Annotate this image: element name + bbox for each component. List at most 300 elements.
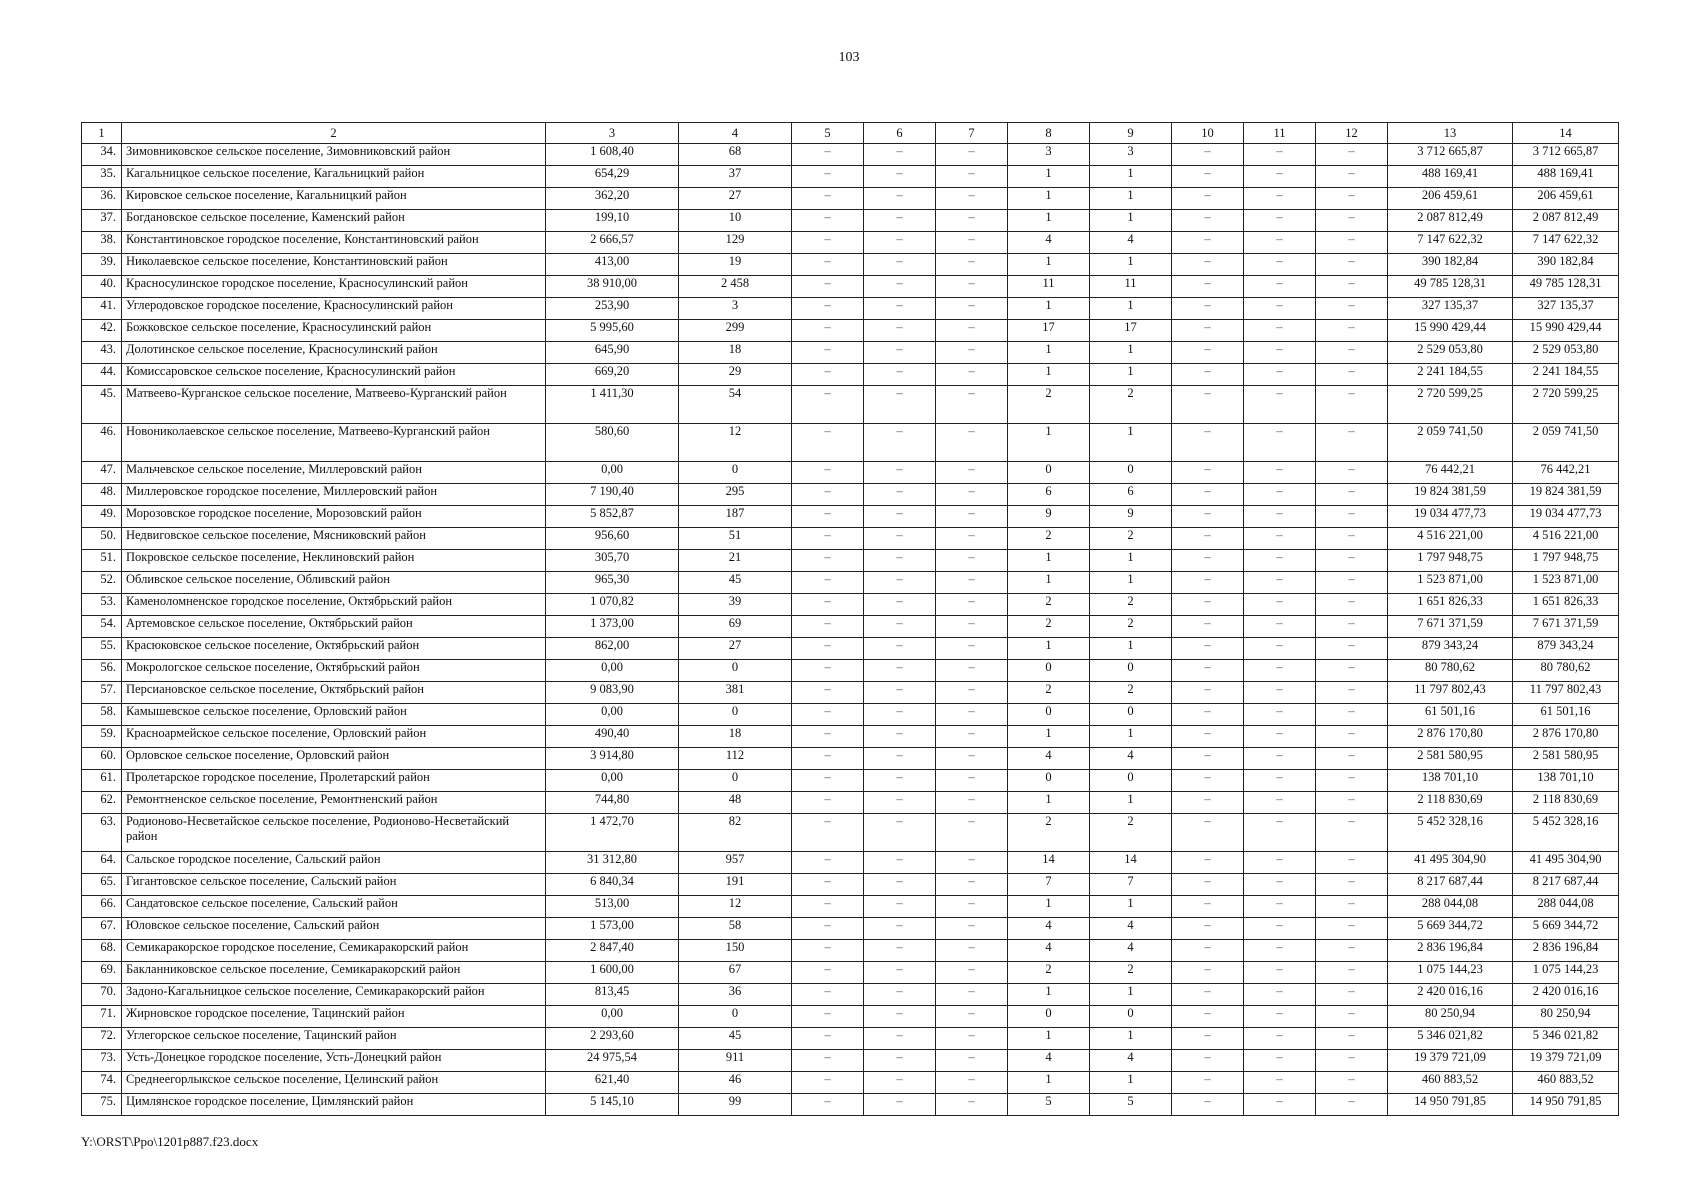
cell-col-5: – — [792, 704, 864, 726]
cell-col-3: 1 070,82 — [546, 594, 679, 616]
cell-col-8: 1 — [1008, 572, 1090, 594]
cell-col-13: 76 442,21 — [1388, 462, 1513, 484]
settlement-name: Мокрологское сельское поселение, Октябрьский район — [122, 660, 546, 682]
cell-col-12: – — [1316, 726, 1388, 748]
cell-col-12: – — [1316, 506, 1388, 528]
cell-col-10: – — [1172, 984, 1244, 1006]
cell-col-12: – — [1316, 1028, 1388, 1050]
cell-col-12: – — [1316, 462, 1388, 484]
cell-col-3: 5 995,60 — [546, 320, 679, 342]
cell-col-6: – — [864, 276, 936, 298]
row-number: 68. — [82, 940, 122, 962]
cell-col-8: 1 — [1008, 550, 1090, 572]
cell-col-10: – — [1172, 320, 1244, 342]
cell-col-9: 1 — [1090, 1028, 1172, 1050]
row-number: 70. — [82, 984, 122, 1006]
table-row — [82, 726, 1619, 748]
cell-col-4: 54 — [679, 386, 792, 424]
settlement-name: Юловское сельское поселение, Сальский район — [122, 918, 546, 940]
cell-col-5: – — [792, 1006, 864, 1028]
cell-col-8: 1 — [1008, 896, 1090, 918]
cell-col-3: 199,10 — [546, 210, 679, 232]
table-row — [82, 594, 1619, 616]
cell-col-11: – — [1244, 1006, 1316, 1028]
cell-col-13: 4 516 221,00 — [1388, 528, 1513, 550]
cell-col-13: 138 701,10 — [1388, 770, 1513, 792]
cell-col-14: 2 720 599,25 — [1513, 386, 1619, 424]
cell-col-9: 2 — [1090, 616, 1172, 638]
cell-col-6: – — [864, 572, 936, 594]
cell-col-8: 7 — [1008, 874, 1090, 896]
cell-col-3: 2 293,60 — [546, 1028, 679, 1050]
cell-col-13: 2 059 741,50 — [1388, 424, 1513, 462]
cell-col-11: – — [1244, 726, 1316, 748]
cell-col-11: – — [1244, 874, 1316, 896]
row-number: 67. — [82, 918, 122, 940]
cell-col-8: 0 — [1008, 1006, 1090, 1028]
cell-col-4: 37 — [679, 166, 792, 188]
cell-col-5: – — [792, 962, 864, 984]
table-row — [82, 484, 1619, 506]
row-number: 59. — [82, 726, 122, 748]
cell-col-13: 14 950 791,85 — [1388, 1094, 1513, 1116]
cell-col-3: 1 472,70 — [546, 814, 679, 852]
cell-col-3: 38 910,00 — [546, 276, 679, 298]
cell-col-12: – — [1316, 896, 1388, 918]
cell-col-3: 621,40 — [546, 1072, 679, 1094]
cell-col-7: – — [936, 896, 1008, 918]
cell-col-7: – — [936, 770, 1008, 792]
cell-col-11: – — [1244, 1028, 1316, 1050]
table-row — [82, 320, 1619, 342]
cell-col-10: – — [1172, 852, 1244, 874]
cell-col-10: – — [1172, 364, 1244, 386]
cell-col-6: – — [864, 638, 936, 660]
cell-col-11: – — [1244, 682, 1316, 704]
cell-col-3: 413,00 — [546, 254, 679, 276]
cell-col-8: 17 — [1008, 320, 1090, 342]
cell-col-12: – — [1316, 484, 1388, 506]
cell-col-8: 1 — [1008, 298, 1090, 320]
cell-col-9: 1 — [1090, 572, 1172, 594]
cell-col-5: – — [792, 638, 864, 660]
cell-col-7: – — [936, 704, 1008, 726]
cell-col-4: 187 — [679, 506, 792, 528]
cell-col-7: – — [936, 792, 1008, 814]
cell-col-6: – — [864, 254, 936, 276]
row-number: 72. — [82, 1028, 122, 1050]
row-number: 48. — [82, 484, 122, 506]
cell-col-9: 9 — [1090, 506, 1172, 528]
cell-col-14: 4 516 221,00 — [1513, 528, 1619, 550]
cell-col-4: 48 — [679, 792, 792, 814]
cell-col-3: 253,90 — [546, 298, 679, 320]
cell-col-13: 7 671 371,59 — [1388, 616, 1513, 638]
cell-col-10: – — [1172, 232, 1244, 254]
cell-col-3: 0,00 — [546, 660, 679, 682]
cell-col-11: – — [1244, 462, 1316, 484]
settlement-name: Бакланниковское сельское поселение, Семикаракорский район — [122, 962, 546, 984]
cell-col-7: – — [936, 1072, 1008, 1094]
table-row — [82, 918, 1619, 940]
cell-col-4: 27 — [679, 638, 792, 660]
cell-col-6: – — [864, 660, 936, 682]
cell-col-6: – — [864, 748, 936, 770]
data-table — [81, 122, 1619, 1116]
cell-col-3: 669,20 — [546, 364, 679, 386]
cell-col-4: 68 — [679, 144, 792, 166]
cell-col-9: 5 — [1090, 1094, 1172, 1116]
cell-col-13: 49 785 128,31 — [1388, 276, 1513, 298]
settlement-name: Жирновское городское поселение, Тацинский район — [122, 1006, 546, 1028]
data-table-container — [81, 122, 1618, 1116]
row-number: 49. — [82, 506, 122, 528]
cell-col-14: 2 118 830,69 — [1513, 792, 1619, 814]
cell-col-3: 0,00 — [546, 770, 679, 792]
cell-col-10: – — [1172, 638, 1244, 660]
page-number: 103 — [838, 50, 860, 65]
cell-col-12: – — [1316, 550, 1388, 572]
cell-col-11: – — [1244, 188, 1316, 210]
cell-col-14: 8 217 687,44 — [1513, 874, 1619, 896]
cell-col-7: – — [936, 506, 1008, 528]
cell-col-13: 879 343,24 — [1388, 638, 1513, 660]
cell-col-7: – — [936, 962, 1008, 984]
cell-col-6: – — [864, 550, 936, 572]
cell-col-10: – — [1172, 1094, 1244, 1116]
column-header-3: 3 — [546, 123, 679, 144]
cell-col-4: 381 — [679, 682, 792, 704]
cell-col-6: – — [864, 984, 936, 1006]
cell-col-3: 580,60 — [546, 424, 679, 462]
cell-col-9: 1 — [1090, 210, 1172, 232]
cell-col-11: – — [1244, 704, 1316, 726]
cell-col-10: – — [1172, 1028, 1244, 1050]
cell-col-5: – — [792, 210, 864, 232]
cell-col-13: 11 797 802,43 — [1388, 682, 1513, 704]
cell-col-8: 1 — [1008, 638, 1090, 660]
cell-col-5: – — [792, 166, 864, 188]
cell-col-9: 2 — [1090, 528, 1172, 550]
cell-col-3: 31 312,80 — [546, 852, 679, 874]
table-row — [82, 364, 1619, 386]
cell-col-11: – — [1244, 814, 1316, 852]
cell-col-12: – — [1316, 962, 1388, 984]
cell-col-12: – — [1316, 770, 1388, 792]
cell-col-9: 4 — [1090, 232, 1172, 254]
cell-col-8: 1 — [1008, 1028, 1090, 1050]
cell-col-9: 1 — [1090, 1072, 1172, 1094]
cell-col-14: 206 459,61 — [1513, 188, 1619, 210]
table-body — [82, 123, 1619, 1116]
cell-col-14: 1 797 948,75 — [1513, 550, 1619, 572]
cell-col-10: – — [1172, 940, 1244, 962]
cell-col-14: 1 523 871,00 — [1513, 572, 1619, 594]
cell-col-4: 299 — [679, 320, 792, 342]
cell-col-14: 3 712 665,87 — [1513, 144, 1619, 166]
settlement-name: Красноармейское сельское поселение, Орловский район — [122, 726, 546, 748]
cell-col-11: – — [1244, 144, 1316, 166]
settlement-name: Николаевское сельское поселение, Константиновский район — [122, 254, 546, 276]
settlement-name: Покровское сельское поселение, Неклиновский район — [122, 550, 546, 572]
cell-col-3: 2 666,57 — [546, 232, 679, 254]
cell-col-6: – — [864, 484, 936, 506]
table-row — [82, 550, 1619, 572]
cell-col-5: – — [792, 748, 864, 770]
cell-col-12: – — [1316, 984, 1388, 1006]
cell-col-9: 2 — [1090, 962, 1172, 984]
cell-col-7: – — [936, 852, 1008, 874]
cell-col-7: – — [936, 682, 1008, 704]
cell-col-9: 4 — [1090, 748, 1172, 770]
cell-col-7: – — [936, 424, 1008, 462]
cell-col-7: – — [936, 1006, 1008, 1028]
cell-col-10: – — [1172, 528, 1244, 550]
cell-col-7: – — [936, 660, 1008, 682]
cell-col-14: 2 420 016,16 — [1513, 984, 1619, 1006]
cell-col-7: – — [936, 232, 1008, 254]
table-row — [82, 814, 1619, 852]
cell-col-6: – — [864, 962, 936, 984]
cell-col-9: 1 — [1090, 298, 1172, 320]
cell-col-7: – — [936, 298, 1008, 320]
cell-col-11: – — [1244, 342, 1316, 364]
cell-col-8: 2 — [1008, 814, 1090, 852]
cell-col-14: 2 581 580,95 — [1513, 748, 1619, 770]
cell-col-12: – — [1316, 682, 1388, 704]
cell-col-10: – — [1172, 572, 1244, 594]
cell-col-9: 1 — [1090, 166, 1172, 188]
cell-col-8: 2 — [1008, 528, 1090, 550]
cell-col-3: 513,00 — [546, 896, 679, 918]
cell-col-14: 76 442,21 — [1513, 462, 1619, 484]
cell-col-4: 19 — [679, 254, 792, 276]
cell-col-8: 1 — [1008, 210, 1090, 232]
table-header-row — [82, 123, 1619, 144]
cell-col-4: 129 — [679, 232, 792, 254]
cell-col-6: – — [864, 1050, 936, 1072]
table-row — [82, 1072, 1619, 1094]
cell-col-6: – — [864, 1006, 936, 1028]
cell-col-12: – — [1316, 424, 1388, 462]
settlement-name: Углегорское сельское поселение, Тацинский район — [122, 1028, 546, 1050]
cell-col-14: 80 780,62 — [1513, 660, 1619, 682]
cell-col-9: 17 — [1090, 320, 1172, 342]
cell-col-12: – — [1316, 792, 1388, 814]
cell-col-10: – — [1172, 550, 1244, 572]
cell-col-11: – — [1244, 984, 1316, 1006]
cell-col-14: 7 147 622,32 — [1513, 232, 1619, 254]
cell-col-13: 2 581 580,95 — [1388, 748, 1513, 770]
cell-col-9: 1 — [1090, 638, 1172, 660]
row-number: 75. — [82, 1094, 122, 1116]
cell-col-4: 99 — [679, 1094, 792, 1116]
cell-col-7: – — [936, 528, 1008, 550]
cell-col-11: – — [1244, 276, 1316, 298]
cell-col-14: 138 701,10 — [1513, 770, 1619, 792]
cell-col-12: – — [1316, 660, 1388, 682]
cell-col-6: – — [864, 1028, 936, 1050]
cell-col-3: 645,90 — [546, 342, 679, 364]
cell-col-4: 0 — [679, 704, 792, 726]
cell-col-4: 51 — [679, 528, 792, 550]
table-row — [82, 166, 1619, 188]
table-row — [82, 232, 1619, 254]
cell-col-5: – — [792, 896, 864, 918]
row-number: 69. — [82, 962, 122, 984]
cell-col-12: – — [1316, 814, 1388, 852]
cell-col-6: – — [864, 528, 936, 550]
cell-col-10: – — [1172, 210, 1244, 232]
settlement-name: Усть-Донецкое городское поселение, Усть-Донецкий район — [122, 1050, 546, 1072]
row-number: 73. — [82, 1050, 122, 1072]
settlement-name: Комиссаровское сельское поселение, Красносулинский район — [122, 364, 546, 386]
cell-col-7: – — [936, 918, 1008, 940]
cell-col-6: – — [864, 682, 936, 704]
column-header-1: 1 — [82, 123, 122, 144]
cell-col-5: – — [792, 940, 864, 962]
cell-col-9: 1 — [1090, 984, 1172, 1006]
cell-col-10: – — [1172, 962, 1244, 984]
cell-col-3: 0,00 — [546, 704, 679, 726]
footer-file-path: Y:\ORST\Ppo\1201p887.f23.docx — [81, 1134, 259, 1149]
cell-col-6: – — [864, 298, 936, 320]
settlement-name: Пролетарское городское поселение, Пролетарский район — [122, 770, 546, 792]
table-row — [82, 298, 1619, 320]
cell-col-9: 2 — [1090, 682, 1172, 704]
cell-col-10: – — [1172, 424, 1244, 462]
cell-col-8: 1 — [1008, 1072, 1090, 1094]
cell-col-6: – — [864, 462, 936, 484]
cell-col-14: 19 824 381,59 — [1513, 484, 1619, 506]
cell-col-6: – — [864, 594, 936, 616]
cell-col-8: 1 — [1008, 726, 1090, 748]
cell-col-6: – — [864, 918, 936, 940]
cell-col-5: – — [792, 682, 864, 704]
table-row — [82, 528, 1619, 550]
cell-col-4: 45 — [679, 1028, 792, 1050]
cell-col-6: – — [864, 232, 936, 254]
cell-col-12: – — [1316, 298, 1388, 320]
row-number: 45. — [82, 386, 122, 424]
cell-col-14: 288 044,08 — [1513, 896, 1619, 918]
table-row — [82, 462, 1619, 484]
cell-col-4: 2 458 — [679, 276, 792, 298]
cell-col-3: 654,29 — [546, 166, 679, 188]
cell-col-14: 2 529 053,80 — [1513, 342, 1619, 364]
cell-col-10: – — [1172, 814, 1244, 852]
cell-col-11: – — [1244, 638, 1316, 660]
cell-col-12: – — [1316, 918, 1388, 940]
cell-col-8: 1 — [1008, 364, 1090, 386]
cell-col-4: 0 — [679, 660, 792, 682]
cell-col-5: – — [792, 276, 864, 298]
cell-col-4: 150 — [679, 940, 792, 962]
cell-col-9: 2 — [1090, 386, 1172, 424]
cell-col-4: 10 — [679, 210, 792, 232]
cell-col-11: – — [1244, 1050, 1316, 1072]
settlement-name: Долотинское сельское поселение, Красносулинский район — [122, 342, 546, 364]
cell-col-11: – — [1244, 484, 1316, 506]
settlement-name: Задоно-Кагальницкое сельское поселение, Семикаракорский район — [122, 984, 546, 1006]
table-row — [82, 682, 1619, 704]
cell-col-6: – — [864, 144, 936, 166]
cell-col-13: 19 379 721,09 — [1388, 1050, 1513, 1072]
cell-col-5: – — [792, 506, 864, 528]
row-number: 47. — [82, 462, 122, 484]
cell-col-12: – — [1316, 638, 1388, 660]
cell-col-5: – — [792, 386, 864, 424]
cell-col-11: – — [1244, 748, 1316, 770]
cell-col-7: – — [936, 386, 1008, 424]
cell-col-6: – — [864, 424, 936, 462]
cell-col-11: – — [1244, 166, 1316, 188]
row-number: 61. — [82, 770, 122, 792]
row-number: 40. — [82, 276, 122, 298]
cell-col-3: 0,00 — [546, 462, 679, 484]
cell-col-3: 956,60 — [546, 528, 679, 550]
row-number: 56. — [82, 660, 122, 682]
table-row — [82, 792, 1619, 814]
cell-col-5: – — [792, 342, 864, 364]
cell-col-4: 36 — [679, 984, 792, 1006]
cell-col-6: – — [864, 874, 936, 896]
cell-col-5: – — [792, 254, 864, 276]
cell-col-10: – — [1172, 594, 1244, 616]
cell-col-4: 0 — [679, 770, 792, 792]
cell-col-3: 7 190,40 — [546, 484, 679, 506]
cell-col-7: – — [936, 550, 1008, 572]
cell-col-12: – — [1316, 616, 1388, 638]
cell-col-8: 3 — [1008, 144, 1090, 166]
cell-col-11: – — [1244, 770, 1316, 792]
cell-col-12: – — [1316, 528, 1388, 550]
cell-col-4: 58 — [679, 918, 792, 940]
cell-col-5: – — [792, 528, 864, 550]
cell-col-12: – — [1316, 1050, 1388, 1072]
settlement-name: Гигантовское сельское поселение, Сальский район — [122, 874, 546, 896]
cell-col-14: 2 836 196,84 — [1513, 940, 1619, 962]
cell-col-7: – — [936, 984, 1008, 1006]
cell-col-10: – — [1172, 1072, 1244, 1094]
table-row — [82, 660, 1619, 682]
cell-col-13: 1 797 948,75 — [1388, 550, 1513, 572]
row-number: 62. — [82, 792, 122, 814]
table-row — [82, 342, 1619, 364]
column-header-7: 7 — [936, 123, 1008, 144]
cell-col-13: 2 087 812,49 — [1388, 210, 1513, 232]
cell-col-8: 4 — [1008, 918, 1090, 940]
cell-col-10: – — [1172, 874, 1244, 896]
cell-col-9: 4 — [1090, 1050, 1172, 1072]
cell-col-5: – — [792, 1028, 864, 1050]
cell-col-10: – — [1172, 276, 1244, 298]
cell-col-5: – — [792, 572, 864, 594]
cell-col-4: 39 — [679, 594, 792, 616]
cell-col-9: 0 — [1090, 660, 1172, 682]
row-number: 41. — [82, 298, 122, 320]
cell-col-13: 15 990 429,44 — [1388, 320, 1513, 342]
cell-col-4: 29 — [679, 364, 792, 386]
row-number: 36. — [82, 188, 122, 210]
cell-col-3: 1 608,40 — [546, 144, 679, 166]
row-number: 53. — [82, 594, 122, 616]
cell-col-7: – — [936, 276, 1008, 298]
cell-col-13: 2 420 016,16 — [1388, 984, 1513, 1006]
table-row — [82, 1006, 1619, 1028]
cell-col-7: – — [936, 594, 1008, 616]
cell-col-11: – — [1244, 660, 1316, 682]
